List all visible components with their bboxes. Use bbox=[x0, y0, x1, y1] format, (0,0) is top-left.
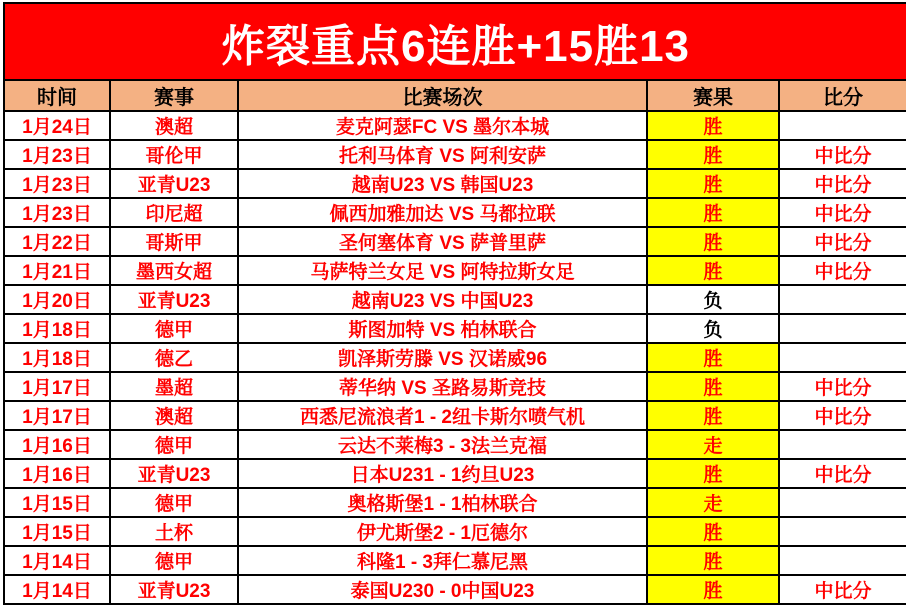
match-teams: 越南U23 VS 韩国U23 bbox=[238, 169, 647, 198]
match-teams: 凯泽斯劳滕 VS 汉诺威96 bbox=[238, 343, 647, 372]
match-league: 亚青U23 bbox=[110, 575, 238, 604]
match-teams: 西悉尼流浪者1 - 2纽卡斯尔喷气机 bbox=[238, 401, 647, 430]
match-score: 中比分 bbox=[779, 401, 906, 430]
match-score bbox=[779, 546, 906, 575]
table-row bbox=[4, 401, 906, 430]
match-result: 胜 bbox=[647, 372, 779, 401]
results-table bbox=[3, 2, 906, 605]
match-league: 墨超 bbox=[110, 372, 238, 401]
column-header-match: 比赛场次 bbox=[238, 80, 647, 111]
match-league: 德甲 bbox=[110, 546, 238, 575]
match-score bbox=[779, 314, 906, 343]
match-teams: 奥格斯堡1 - 1柏林联合 bbox=[238, 488, 647, 517]
table-row bbox=[4, 546, 906, 575]
match-result: 胜 bbox=[647, 140, 779, 169]
match-league: 印尼超 bbox=[110, 198, 238, 227]
match-result: 胜 bbox=[647, 546, 779, 575]
match-result: 胜 bbox=[647, 343, 779, 372]
match-result: 胜 bbox=[647, 198, 779, 227]
match-league: 哥伦甲 bbox=[110, 140, 238, 169]
table-row bbox=[4, 169, 906, 198]
table-row bbox=[4, 575, 906, 604]
match-league: 德甲 bbox=[110, 314, 238, 343]
match-result: 胜 bbox=[647, 169, 779, 198]
match-league: 亚青U23 bbox=[110, 169, 238, 198]
match-league: 亚青U23 bbox=[110, 285, 238, 314]
table-row bbox=[4, 343, 906, 372]
match-league: 墨西女超 bbox=[110, 256, 238, 285]
match-teams: 托利马体育 VS 阿利安萨 bbox=[238, 140, 647, 169]
column-header-score: 比分 bbox=[779, 80, 906, 111]
match-teams: 蒂华纳 VS 圣路易斯竞技 bbox=[238, 372, 647, 401]
match-teams: 科隆1 - 3拜仁慕尼黑 bbox=[238, 546, 647, 575]
match-league: 澳超 bbox=[110, 401, 238, 430]
match-date: 1月14日 bbox=[4, 546, 110, 575]
column-header-time: 时间 bbox=[4, 80, 110, 111]
match-date: 1月17日 bbox=[4, 401, 110, 430]
match-date: 1月24日 bbox=[4, 111, 110, 140]
match-date: 1月18日 bbox=[4, 314, 110, 343]
match-score bbox=[779, 488, 906, 517]
match-teams: 日本U231 - 1约旦U23 bbox=[238, 459, 647, 488]
match-league: 哥斯甲 bbox=[110, 227, 238, 256]
match-score: 中比分 bbox=[779, 140, 906, 169]
match-date: 1月16日 bbox=[4, 459, 110, 488]
match-teams: 伊尤斯堡2 - 1厄德尔 bbox=[238, 517, 647, 546]
match-date: 1月22日 bbox=[4, 227, 110, 256]
match-teams: 马萨特兰女足 VS 阿特拉斯女足 bbox=[238, 256, 647, 285]
match-teams: 泰国U230 - 0中国U23 bbox=[238, 575, 647, 604]
table-row bbox=[4, 314, 906, 343]
match-date: 1月18日 bbox=[4, 343, 110, 372]
match-result: 胜 bbox=[647, 111, 779, 140]
match-result: 胜 bbox=[647, 459, 779, 488]
match-league: 土杯 bbox=[110, 517, 238, 546]
match-date: 1月21日 bbox=[4, 256, 110, 285]
match-score: 中比分 bbox=[779, 575, 906, 604]
match-score: 中比分 bbox=[779, 198, 906, 227]
match-result: 胜 bbox=[647, 227, 779, 256]
table-row bbox=[4, 256, 906, 285]
match-score: 中比分 bbox=[779, 169, 906, 198]
results-sheet bbox=[3, 2, 906, 602]
match-score: 中比分 bbox=[779, 227, 906, 256]
table-row bbox=[4, 285, 906, 314]
match-score bbox=[779, 430, 906, 459]
table-header-row bbox=[4, 80, 906, 111]
table-row bbox=[4, 430, 906, 459]
match-score: 中比分 bbox=[779, 372, 906, 401]
match-date: 1月15日 bbox=[4, 488, 110, 517]
match-result: 走 bbox=[647, 488, 779, 517]
match-league: 德乙 bbox=[110, 343, 238, 372]
table-row bbox=[4, 227, 906, 256]
match-date: 1月17日 bbox=[4, 372, 110, 401]
match-result: 胜 bbox=[647, 401, 779, 430]
match-score bbox=[779, 343, 906, 372]
match-league: 德甲 bbox=[110, 430, 238, 459]
match-score bbox=[779, 111, 906, 140]
match-teams: 云达不莱梅3 - 3法兰克福 bbox=[238, 430, 647, 459]
match-date: 1月23日 bbox=[4, 169, 110, 198]
banner-row bbox=[4, 3, 906, 80]
match-result: 负 bbox=[647, 314, 779, 343]
match-result: 胜 bbox=[647, 517, 779, 546]
match-date: 1月15日 bbox=[4, 517, 110, 546]
table-row bbox=[4, 111, 906, 140]
match-date: 1月14日 bbox=[4, 575, 110, 604]
match-teams: 越南U23 VS 中国U23 bbox=[238, 285, 647, 314]
table-row bbox=[4, 459, 906, 488]
table-row bbox=[4, 372, 906, 401]
match-teams: 圣何塞体育 VS 萨普里萨 bbox=[238, 227, 647, 256]
match-score: 中比分 bbox=[779, 459, 906, 488]
table-row bbox=[4, 140, 906, 169]
banner-title: 炸裂重点6连胜+15胜13 bbox=[4, 3, 906, 80]
match-date: 1月23日 bbox=[4, 140, 110, 169]
match-date: 1月20日 bbox=[4, 285, 110, 314]
match-score bbox=[779, 517, 906, 546]
match-date: 1月23日 bbox=[4, 198, 110, 227]
match-result: 胜 bbox=[647, 575, 779, 604]
match-result: 负 bbox=[647, 285, 779, 314]
match-result: 胜 bbox=[647, 256, 779, 285]
match-result: 走 bbox=[647, 430, 779, 459]
table-row bbox=[4, 488, 906, 517]
match-teams: 斯图加特 VS 柏林联合 bbox=[238, 314, 647, 343]
table-row bbox=[4, 198, 906, 227]
match-score: 中比分 bbox=[779, 256, 906, 285]
table-row bbox=[4, 517, 906, 546]
match-teams: 佩西加雅加达 VS 马都拉联 bbox=[238, 198, 647, 227]
match-date: 1月16日 bbox=[4, 430, 110, 459]
match-league: 亚青U23 bbox=[110, 459, 238, 488]
column-header-league: 赛事 bbox=[110, 80, 238, 111]
match-league: 德甲 bbox=[110, 488, 238, 517]
match-score bbox=[779, 285, 906, 314]
column-header-result: 赛果 bbox=[647, 80, 779, 111]
match-league: 澳超 bbox=[110, 111, 238, 140]
match-teams: 麦克阿瑟FC VS 墨尔本城 bbox=[238, 111, 647, 140]
